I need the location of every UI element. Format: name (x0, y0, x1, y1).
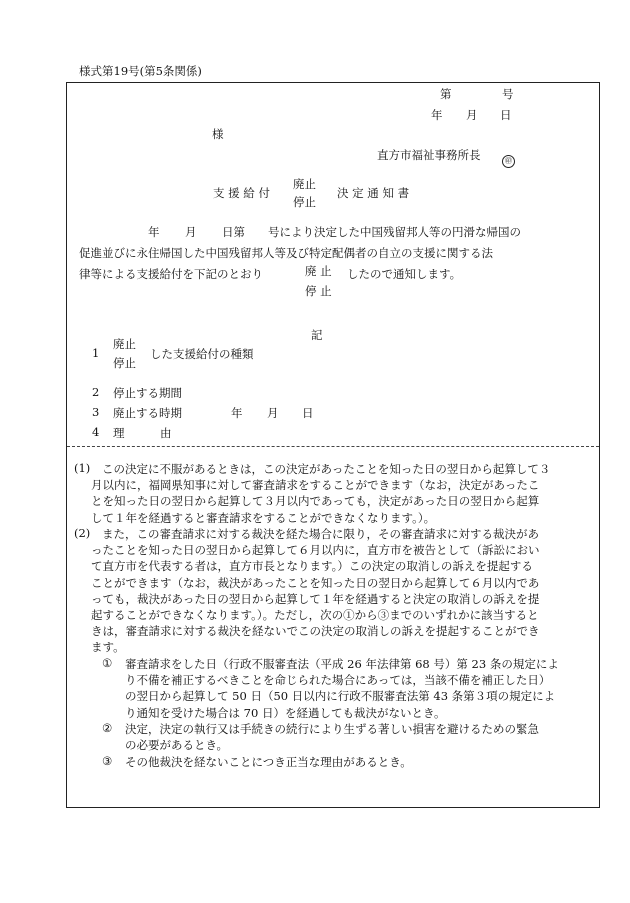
body-line3: 律等による支援給付を下記のとおり (79, 267, 263, 281)
issuer: 直方市福祉事務所長 (377, 148, 481, 162)
form-number: 様式第19号(第5条関係) (79, 64, 202, 78)
clause2-line: 決定，決定の執行又は手続きの続行により生ずる著しい損害を避けるための緊急 (125, 722, 539, 736)
item1-option-abolish: 廃止 (113, 337, 136, 351)
number-prefix: 第 (440, 87, 452, 101)
title-prefix: 支 援 給 付 (213, 186, 270, 200)
note2-line: っても，裁決があった日の翌日から起算して１年を経過すると決定の取消しの訴えを提 (91, 591, 540, 606)
body-option-abolish: 廃 止 (305, 264, 332, 278)
item3-year: 年 (231, 406, 243, 420)
note1-line: して１年を経過すると審査請求をすることができなくなります。）。 (91, 510, 436, 525)
item4-label-b: 由 (160, 426, 172, 440)
body-line3-end: したので通知します。 (347, 267, 462, 281)
date-month: 月 (466, 108, 478, 122)
note1-line: この決定に不服があるときは，この決定があったことを知った日の翌日から起算して３ (102, 462, 551, 476)
note2-line: 起することができなくなります。）。ただし，次の①から③までのいずれかに該当すると (91, 608, 539, 623)
title-option-suspend: 停止 (293, 195, 316, 209)
title-suffix: 決 定 通 知 書 (337, 186, 410, 200)
clause2-mark: ② (102, 721, 113, 735)
note1-number: (1) (74, 461, 91, 475)
item2-text: 停止する期間 (113, 386, 182, 400)
note2-text (91, 526, 591, 656)
number-suffix: 号 (502, 87, 514, 101)
clause1-mark: ① (102, 656, 113, 670)
clause1-line: 審査請求をした日（行政不服審査法（平成 26 年法律第 68 号）第 23 条の規定によ (125, 657, 559, 671)
item3-text: 廃止する時期 (113, 406, 182, 420)
note1-line: 月以内に，福岡県知事に対して審査請求をすることができます（なお，決定があったこ (91, 478, 540, 493)
clause1-text (125, 656, 595, 721)
ki-heading: 記 (311, 328, 323, 342)
body-option-suspend: 停 止 (305, 284, 332, 298)
clause3-text (125, 754, 595, 770)
item3-month: 月 (267, 406, 279, 420)
body-year: 年 (148, 225, 160, 239)
clause1-line: の翌日から起算して 50 日（50 日以内に行政不服審査法第 43 条第３項の規定によ (125, 689, 556, 704)
item1-text: した支援給付の種類 (150, 347, 254, 361)
item4-number: 4 (92, 425, 100, 439)
note1-text (91, 461, 591, 526)
body-month: 月 (185, 225, 197, 239)
item3-day: 日 (302, 406, 314, 420)
clause3-mark: ③ (102, 754, 113, 768)
clause2-line: の必要があるとき。 (125, 738, 229, 753)
addressee-honorific: 様 (212, 127, 224, 141)
note2-line: て直方市を代表する者は，直方市長となります。）この決定の取消しの訴えを提起する (91, 559, 533, 574)
clause3-line: その他裁決を経ないことにつき正当な理由があるとき。 (125, 755, 412, 769)
title-option-abolish: 廃止 (293, 177, 316, 191)
note2-line: ったことを知った日の翌日から起算して６月以内に，直方市を被告として（訴訟におい (91, 543, 540, 558)
item1-number: 1 (92, 346, 100, 360)
clause1-line: り不備を補正するべきことを命じられた場合にあっては，当該不備を補正した日） (125, 673, 551, 688)
body-day-no: 日第 (222, 225, 245, 239)
item4-label-a: 理 (113, 426, 125, 440)
item3-number: 3 (92, 405, 100, 419)
date-day: 日 (500, 108, 512, 122)
note2-line: また，この審査請求に対する裁決を経た場合に限り，その審査請求に対する裁決があ (102, 527, 539, 541)
body-line2: 促進並びに永住帰国した中国残留邦人等及び特定配偶者の自立の支援に関する法 (79, 246, 493, 260)
clause2-text (125, 721, 595, 753)
note2-line: きは，審査請求に対する裁決を経ないでこの決定の取消しの訴えを提起することができ (91, 624, 540, 639)
body-line1: 号により決定した中国残留邦人等の円滑な帰国の (268, 225, 521, 239)
note2-line: ことができます（なお，裁決があったことを知った日の翌日から起算して６月以内であ (91, 575, 540, 590)
note2-number: (2) (74, 526, 91, 540)
note1-line: とを知った日の翌日から起算して３月以内であっても，決定があった日の翌日から起算 (91, 494, 540, 509)
dashed-divider (67, 446, 599, 447)
clause1-line: り通知を受けた場合は 70 日）を経過しても裁決がないとき。 (125, 705, 446, 720)
seal-icon: ㊞ (502, 148, 515, 168)
note2-line: ます。 (91, 640, 125, 655)
item1-option-suspend: 停止 (113, 356, 136, 370)
date-year: 年 (431, 108, 443, 122)
item2-number: 2 (92, 385, 100, 399)
